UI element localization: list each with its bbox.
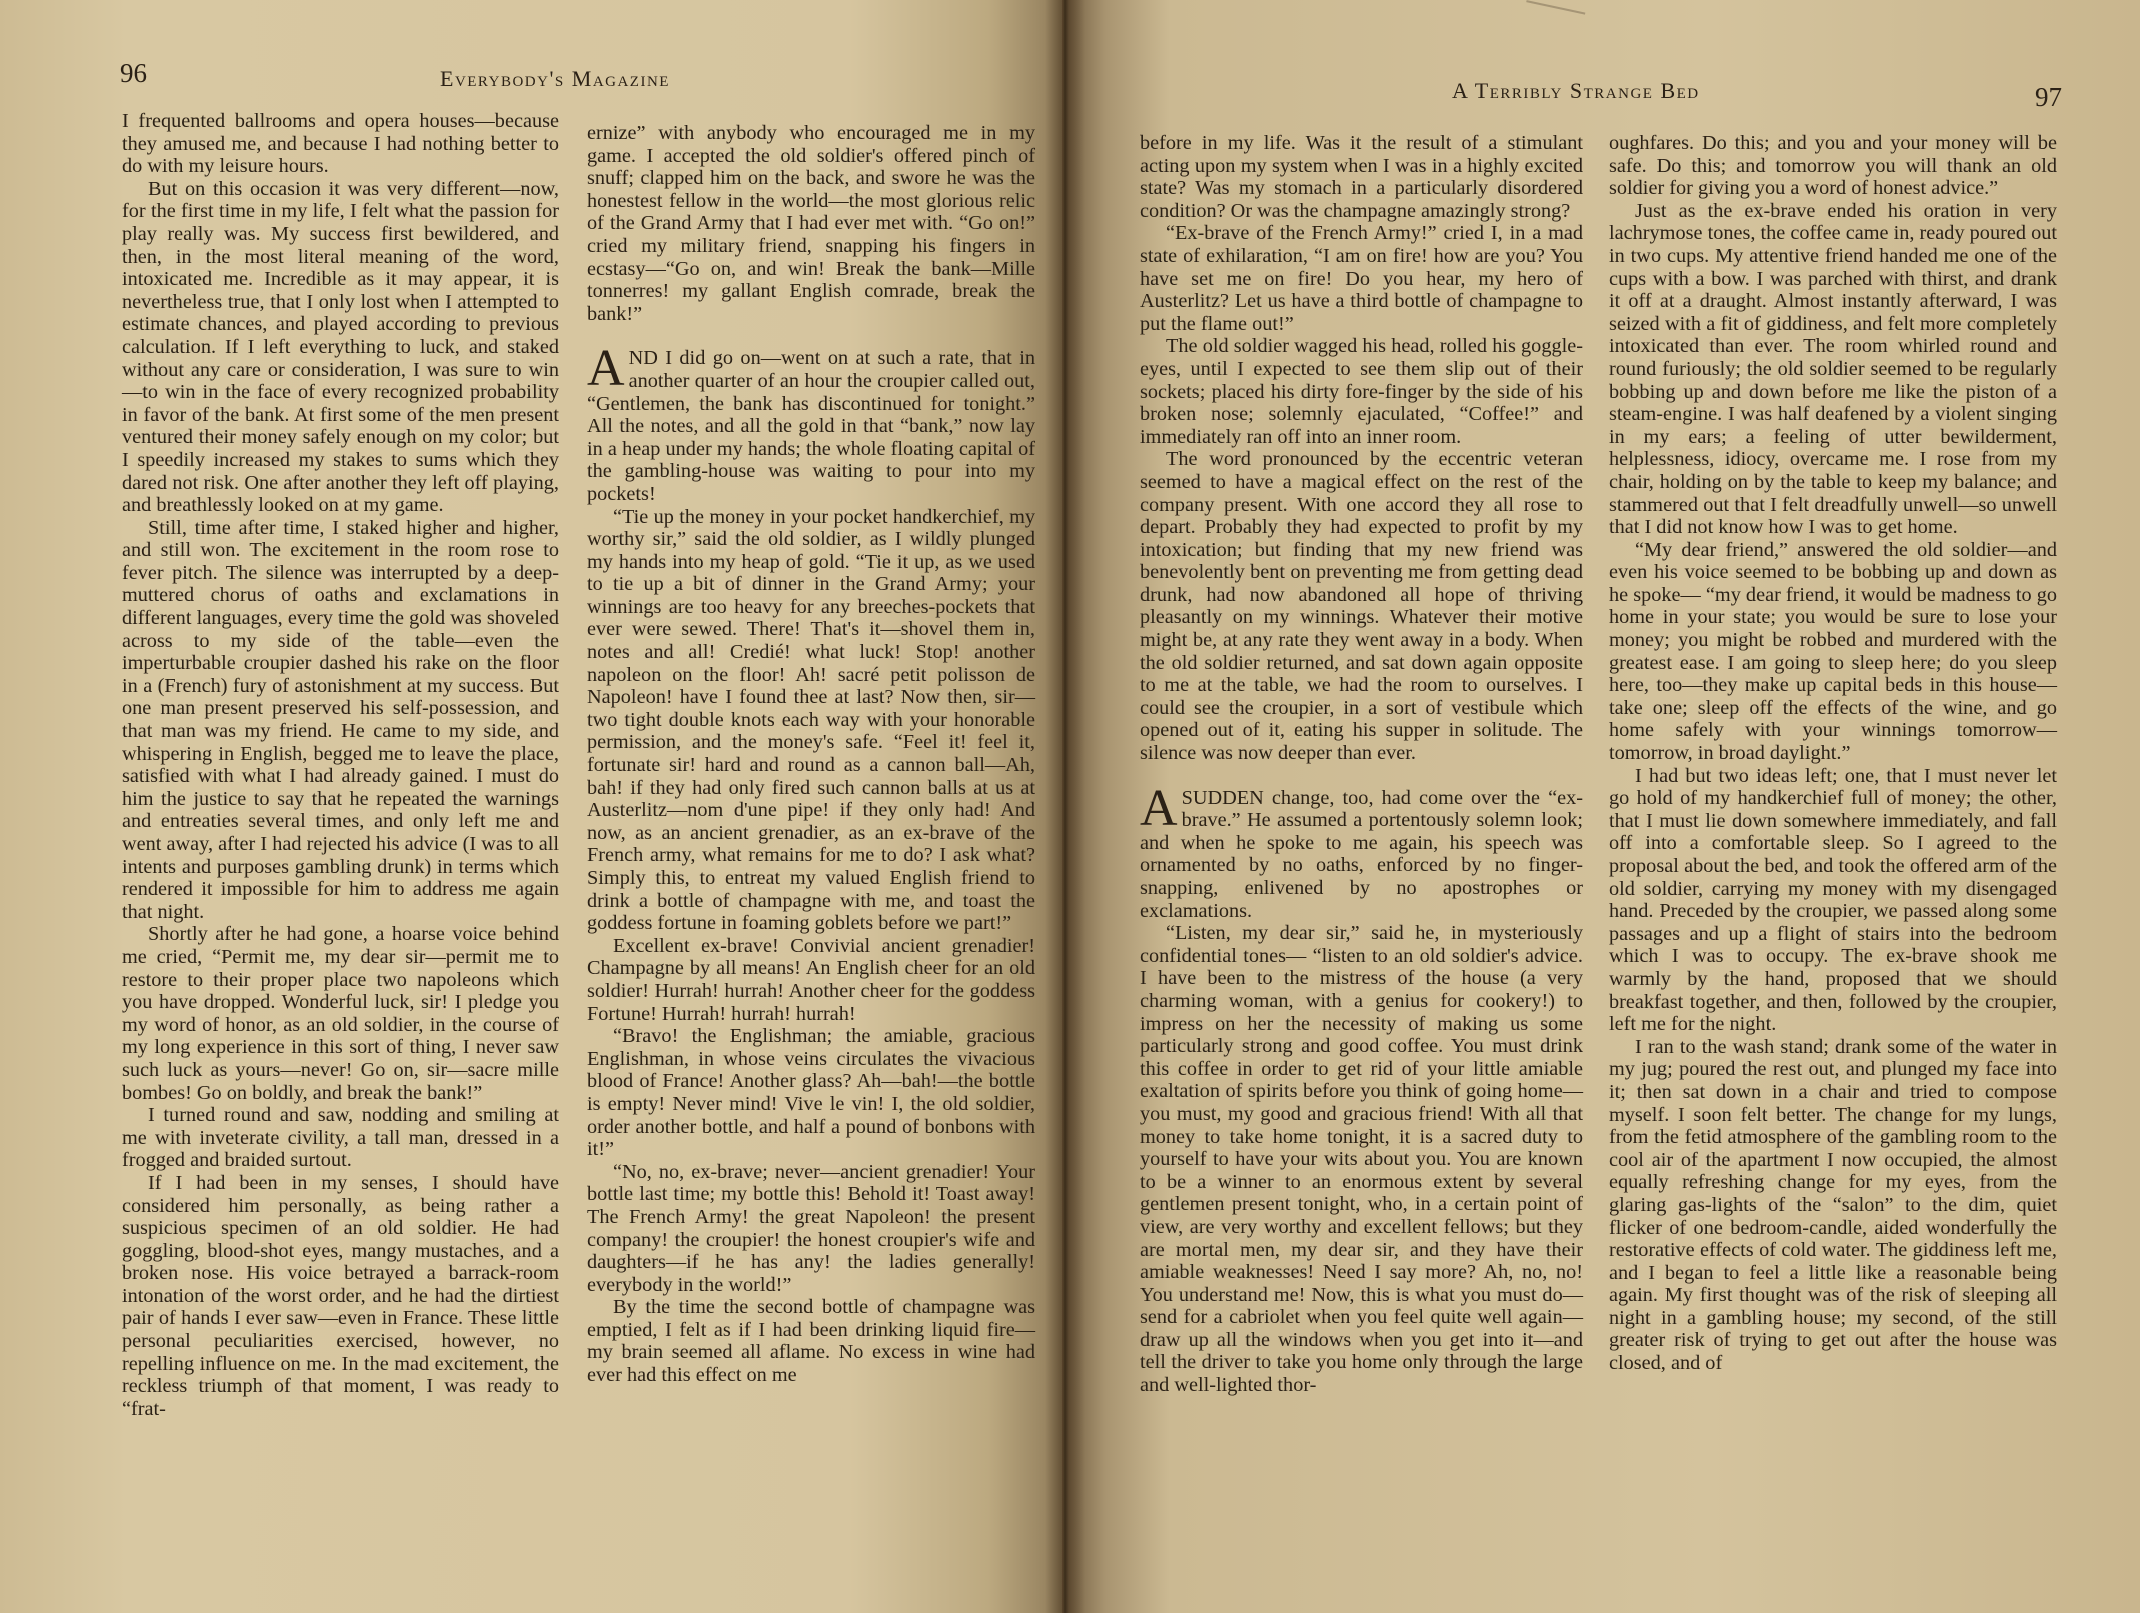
paragraph: “Listen, my dear sir,” said he, in mysteriously confidential tones— “listen to an old soldier's advice. I have been to the mistress of the house (a very charming woman, with a genius for cookery!) to impress on her the necessity of making us some particularly strong and good coffee. You must drink this coffee in order to get rid of your little amiable exaltation of spirits before you think of going home—you must, my good and gracious friend! With all that money to take home tonight, it is a sacred duty to yourself to have your wits about you. You are known to be a winner to an enormous extent by several gentlemen present tonight, who, in a certain point of view, are very worthy and excellent fellows; but they are mortal men, my dear sir, and they have their amiable weaknesses! Need I say more? Ah, no, no! You understand me! Now, this is what you must do—send for a cabriolet when you feel quite well again—draw up all the windows when you get into it—and tell the driver to take you home only through the large and well-lighted thor- [1140, 922, 1583, 1397]
paragraph: “No, no, ex-brave; never—ancient grenadier! Your bottle last time; my bottle this! Behold it! Toast away! The French Army! the great Napoleon! the present company! the croupier! the honest croupier's wife and daughters—if he has any! the ladies generally! everybody in the world!” [587, 1160, 1035, 1296]
section-opening-paragraph: AND I did go on—went on at such a rate, that in another quarter of an hour the croupier called out, “Gentlemen, the bank has discontinued for tonight.” All the notes, and all the gold in that “bank,” now lay in a heap under my hands; the whole floating capital of the gambling-house was waiting to pour into my pockets! [587, 340, 1035, 505]
paragraph: If I had been in my senses, I should have considered him personally, as being rather a suspicious specimen of an old soldier. He had goggling, blood-shot eyes, mangy mustaches, and a broken nose. His voice betrayed a barrack-room intonation of the worst order, and he had the dirtiest pair of hands I ever saw—even in France. These little personal peculiarities exercised, however, no repelling influence on me. In the mad excitement, the reckless triumph of that moment, I was ready to “frat- [122, 1171, 559, 1420]
right-page-number: 97 [2035, 82, 2062, 112]
left-page-number: 96 [120, 58, 147, 88]
paragraph: “Ex-brave of the French Army!” cried I, in a mad state of exhilaration, “I am on fire! how are you? You have set me on fire! Do you hear, my hero of Austerlitz? Let us have a third bottle of champagne to put the flame out!” [1140, 222, 1583, 335]
paragraph: Shortly after he had gone, a hoarse voice behind me cried, “Permit me, my dear sir—permit me to restore to their proper place two napoleons which you have dropped. Wonderful luck, sir! I pledge you my word of honor, as an old soldier, in the course of my long experience in this sort of thing, I never saw such luck as yours—never! Go on, sir—sacre mille bombes! Go on boldly, and break the bank!” [122, 923, 559, 1104]
left-column-2 [587, 122, 1035, 1387]
paragraph: I frequented ballrooms and opera houses—because they amused me, and because I had nothing better to do with my leisure hours. [122, 110, 559, 178]
paragraph: “Bravo! the Englishman; the amiable, gracious Englishman, in whose veins circulates the vivacious blood of France! Another glass? Ah—bah!—the bottle is empty! Never mind! Vive le vin! I, the old soldier, order another bottle, and half a pound of bonbons with it!” [587, 1025, 1035, 1161]
binding-gutter [1045, 0, 1085, 1613]
paragraph: By the time the second bottle of champagne was emptied, I felt as if I had been drinking liquid fire—my brain seemed all aflame. No excess in wine had ever had this effect on me [587, 1296, 1035, 1387]
paragraph: oughfares. Do this; and you and your money will be safe. Do this; and tomorrow you will thank an old soldier for giving you a word of honest advice.” [1609, 132, 2057, 200]
right-column-1 [1140, 132, 1583, 1397]
right-running-head: A Terribly Strange Bed [1452, 78, 1700, 103]
paragraph: But on this occasion it was very different—now, for the first time in my life, I felt what the passion for play really was. My success first bewildered, and then, in the most literal meaning of the word, intoxicated me. Incredible as it may appear, it is nevertheless true, that I only lost when I attempted to estimate chances, and played according to previous calculation. If I left everything to luck, and staked without any care or consideration, I was sure to win—to win in the face of every recognized probability in favor of the bank. At first some of the men present ventured their money safely enough on my color; but I speedily increased my stakes to sums which they dared not risk. One after another they left off playing, and breathlessly looked on at my game. [122, 177, 559, 517]
right-column-2 [1609, 132, 2057, 1375]
paragraph: before in my life. Was it the result of a stimulant acting upon my system when I was in a highly excited state? Was my stomach in a particularly disordered condition? Or was the champagne amazingly strong? [1140, 132, 1583, 222]
paragraph: The old soldier wagged his head, rolled his goggle-eyes, until I expected to see them slip out of their sockets; placed his dirty fore-finger by the side of his broken nose; solemnly ejaculated, “Coffee!” and immediately ran off into an inner room. [1140, 335, 1583, 448]
paragraph: “Tie up the money in your pocket handkerchief, my worthy sir,” said the old soldier, as I wildly plunged my hands into my heap of gold. “Tie it up, as we used to tie up a bit of dinner in the Grand Army; your winnings are too heavy for any breeches-pockets that ever were sewed. There! That's it—shovel them in, notes and all! Credié! what luck! Stop! another napoleon on the floor! Ah! sacré petit polisson de Napoleon! have I found thee at last? Now then, sir—two tight double knots each way with your honorable permission, and the money's safe. “Feel it! feel it, fortunate sir! hard and round as a cannon ball—Ah, bah! if they had only fired such cannon balls at us at Austerlitz—nom d'une pipe! if they only had! And now, as an ancient grenadier, as an ex-brave of the French army, what remains for me to do? I ask what? Simply this, to entreat my valued English friend to drink a bottle of champagne with me, and toast the goddess fortune in foaming goblets before we part!” [587, 505, 1035, 935]
paragraph: Excellent ex-brave! Convivial ancient grenadier! Champagne by all means! An English cheer for an old soldier! Hurrah! hurrah! Another cheer for the goddess Fortune! Hurrah! hurrah! hurrah! [587, 934, 1035, 1025]
section-opening-paragraph: ASUDDEN change, too, had come over the “ex-brave.” He assumed a portentously solemn look; and when he spoke to me again, his speech was ornamented by no oaths, enforced by no finger-snapping, enlivened by no apostrophes or exclamations. [1140, 779, 1583, 922]
paragraph: I ran to the wash stand; drank some of the water in my jug; poured the rest out, and plunged my face into it; then sat down in a chair and tried to compose myself. I soon felt better. The change for my lungs, from the fetid atmosphere of the gambling room to the cool air of the apartment I now occupied, the almost equally refreshing change for my eyes, from the glaring gas-lights of the “salon” to the dim, quiet flicker of one bedroom-candle, aided wonderfully the restorative effects of cold water. The giddiness left me, and I began to feel a little like a reasonable being again. My first thought was of the risk of sleeping all night in a gambling house; my second, of the still greater risk of trying to get out after the house was closed, and of [1609, 1035, 2057, 1375]
paragraph: Still, time after time, I staked higher and higher, and still won. The excitement in the room rose to fever pitch. The silence was interrupted by a deep-muttered chorus of oaths and exclamations in different languages, every time the gold was shoveled across to my side of the table—even the imperturbable croupier dashed his rake on the floor in a (French) fury of astonishment at my success. But one man present preserved his self-possession, and that man was my friend. He came to my side, and whispering in English, begged me to leave the place, satisfied with what I had already gained. I must do him the justice to say that he repeated the warnings and entreaties several times, and only left me and went away, after I had rejected his advice (I was to all intents and purposes gambling drunk) in terms which rendered it impossible for him to address me again that night. [122, 516, 559, 923]
paragraph: I turned round and saw, nodding and smiling at me with inveterate civility, a tall man, dressed in a frogged and braided surtout. [122, 1104, 559, 1172]
paragraph: The word pronounced by the eccentric veteran seemed to have a magical effect on the rest of the company present. With one accord they all rose to depart. Probably they had expected to profit by my intoxication; but finding that my new friend was benevolently bent on preventing me from getting dead drunk, had now abandoned all hope of thriving pleasantly on my winnings. Whatever their motive might be, at any rate they went away in a body. When the old soldier returned, and sat down again opposite to me at the table, we had the room to ourselves. I could see the croupier, in a sort of vestibule which opened out of it, eating his supper in solitude. The silence was now deeper than ever. [1140, 448, 1583, 765]
paragraph: “My dear friend,” answered the old soldier—and even his voice seemed to be bobbing up and down as he spoke— “my dear friend, it would be madness to go home in your state; you would be sure to lose your money; you might be robbed and murdered with the greatest ease. I am going to sleep here; do you sleep here, too—they make up capital beds in this house—take one; sleep off the effects of the wine, and go home safely with your winnings tomorrow—tomorrow, in broad daylight.” [1609, 538, 2057, 765]
paragraph: ernize” with anybody who encouraged me in my game. I accepted the old soldier's offered pinch of snuff; clapped him on the back, and swore he was the honestest fellow in the world—the most glorious relic of the Grand Army that I had ever met with. “Go on!” cried my military friend, snapping his fingers in ecstasy—“Go on, and win! Break the bank—Mille tonnerres! my gallant English comrade, break the bank!” [587, 122, 1035, 325]
paragraph: Just as the ex-brave ended his oration in very lachrymose tones, the coffee came in, ready poured out in two cups. My attentive friend handed me one of the cups with a bow. I was parched with thirst, and drank it off at a draught. Almost instantly afterward, I was seized with a fit of giddiness, and felt more completely intoxicated than ever. The room whirled round and round furiously; the old soldier seemed to be regularly bobbing up and down before me like the piston of a steam-engine. I was half deafened by a violent singing in my ears; a feeling of utter bewilderment, helplessness, idiocy, overcame me. I rose from my chair, holding on by the table to keep my balance; and stammered out that I felt dreadfully unwell—so unwell that I did not know how I was to get home. [1609, 199, 2057, 539]
left-running-head: Everybody's Magazine [440, 66, 670, 91]
left-page [0, 0, 1062, 1613]
right-page [1062, 0, 2140, 1613]
paragraph: I had but two ideas left; one, that I must never let go hold of my handkerchief full of money; the other, that I must lie down somewhere immediately, and fall off into a comfortable sleep. So I agreed to the proposal about the bed, and took the offered arm of the old soldier, carrying my money with my disengaged hand. Preceded by the croupier, we passed along some passages and up a flight of stairs into the bedroom which I was to occupy. The ex-brave shook me warmly by the hand, proposed that we should breakfast together, and then, followed by the croupier, left me for the night. [1609, 764, 2057, 1036]
left-column-1 [122, 110, 559, 1420]
